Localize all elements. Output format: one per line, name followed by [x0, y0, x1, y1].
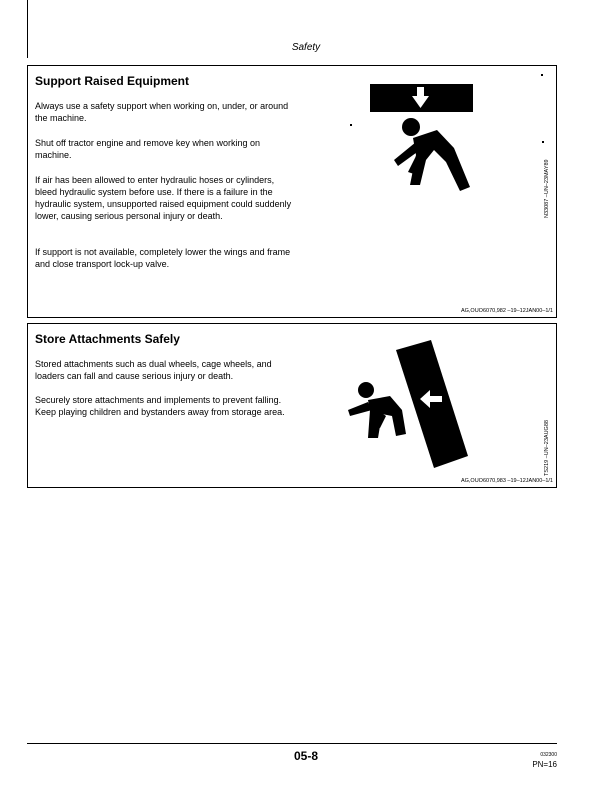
paragraph: If air has been allowed to enter hydraulic hoses or cylinders, bleed hydraulic system before use. If there is a failure in the hydraulic system, unsupported raised equipment could suddenly lower, causing serious personal injury or death. — [35, 175, 292, 221]
footer-code: 032300 — [540, 752, 557, 758]
paragraph: Securely store attachments and implements to prevent falling. Keep playing children and bystanders away from storage area. — [35, 395, 285, 417]
person-crushed-by-falling-attachment-icon — [346, 338, 474, 474]
safety-section-support-raised-equipment — [27, 65, 557, 318]
paragraph: Stored attachments such as dual wheels, cage wheels, and loaders can fall and cause serious injury or death. — [35, 359, 272, 381]
artifact-dot — [542, 141, 544, 143]
image-code: TS219 –UN–23AUG88 — [544, 420, 550, 476]
reference-code: AG,OUO6070,983 –19–12JAN00–1/1 — [460, 478, 553, 484]
header-section-title: Safety — [291, 42, 321, 53]
section-title: Store Attachments Safely — [35, 332, 180, 346]
section-title: Support Raised Equipment — [35, 74, 190, 88]
artifact-dot — [541, 74, 543, 76]
safety-section-store-attachments — [27, 323, 557, 488]
paragraph: Always use a safety support when working on, under, or around the machine. — [35, 101, 289, 123]
image-code: N33087 –UN–23MAY89 — [544, 159, 550, 218]
footer-rule — [27, 743, 557, 744]
paragraph: If support is not available, completely lower the wings and frame and close transport lock-up valve. — [35, 247, 291, 269]
person-crushed-by-lowering-equipment-icon — [364, 84, 484, 204]
reference-code: AG,OUO6070,982 –19–12JAN00–1/1 — [460, 308, 553, 314]
footer-pn: PN=16 — [532, 760, 557, 769]
page-number: 05-8 — [293, 749, 319, 763]
paragraph: Shut off tractor engine and remove key when working on machine. — [35, 138, 260, 160]
artifact-dot — [350, 124, 352, 126]
